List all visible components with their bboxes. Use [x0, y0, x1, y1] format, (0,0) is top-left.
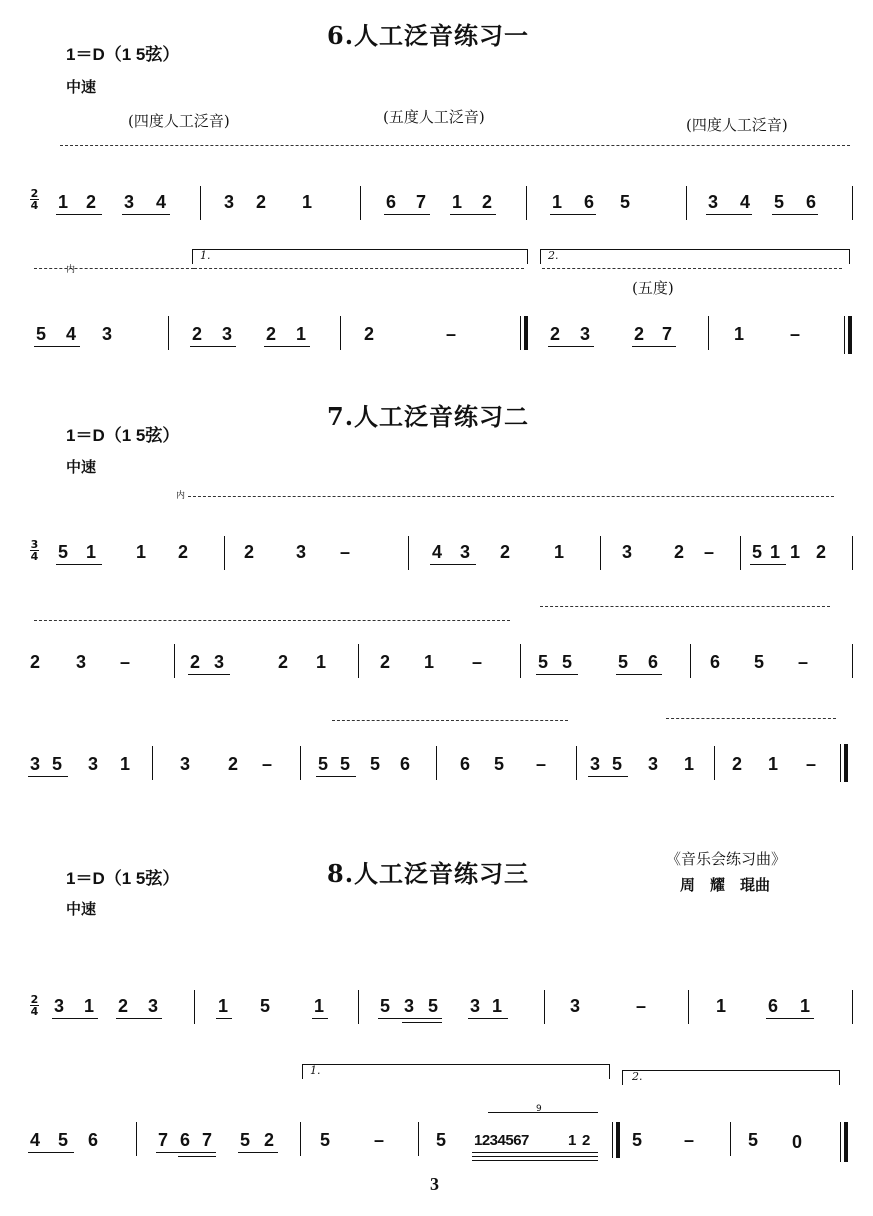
fingering-label: 内: [66, 265, 76, 275]
note: 6: [806, 192, 817, 212]
final-barline-thin: [844, 316, 845, 354]
beam: [316, 776, 356, 777]
section6-annotation-2: (五度人工泛音): [383, 108, 485, 126]
note: 4: [66, 324, 77, 344]
beam: [472, 1160, 598, 1161]
note: 1: [770, 542, 781, 562]
note: 3: [590, 754, 601, 774]
note: 2: [190, 652, 201, 672]
note: 2: [178, 542, 189, 562]
note: 3: [460, 542, 471, 562]
note-dash: –: [636, 996, 647, 1016]
section8-composer: 周 耀 琨曲: [680, 876, 771, 894]
barline: [152, 746, 153, 780]
note: 3: [648, 754, 659, 774]
note: 5: [380, 996, 391, 1016]
barline: [358, 644, 359, 678]
barline: [340, 316, 341, 350]
beam: [402, 1022, 442, 1023]
note: 1: [58, 192, 69, 212]
note: 3: [54, 996, 65, 1016]
note: 2: [550, 324, 561, 344]
note: 2: [500, 542, 511, 562]
beam: [34, 346, 80, 347]
note: 1: [790, 542, 801, 562]
final-barline-thick: [848, 316, 852, 354]
note-run: 1234567: [474, 1132, 529, 1149]
note: 3: [296, 542, 307, 562]
beam: [178, 1156, 216, 1157]
beam: [28, 776, 68, 777]
beam: [312, 1018, 328, 1019]
beam: [588, 776, 628, 777]
section8-title: 8.人工泛音练习三: [327, 859, 530, 888]
section7-tempo: 中速: [66, 458, 97, 476]
note: 3: [224, 192, 235, 212]
page-number: 3: [430, 1174, 439, 1194]
note: 2: [732, 754, 743, 774]
section6-annotation-4: (五度): [632, 279, 674, 297]
section7-title: 7.人工泛音练习二: [327, 402, 530, 431]
final-barline-thin: [840, 1122, 841, 1162]
harmonic-line: [60, 145, 850, 146]
note: 2: [228, 754, 239, 774]
barline: [576, 746, 577, 780]
barline: [544, 990, 545, 1024]
note: 3: [30, 754, 41, 774]
note: 5: [370, 754, 381, 774]
note: 2: [278, 652, 289, 672]
note: 3: [580, 324, 591, 344]
barline: [224, 536, 225, 570]
barline: [852, 536, 853, 570]
note: 4: [740, 192, 751, 212]
note: 3: [102, 324, 113, 344]
note: 1: [716, 996, 727, 1016]
barline: [200, 186, 201, 220]
harmonic-line: [542, 268, 842, 269]
volta-bracket-2: [622, 1070, 840, 1085]
barline: [740, 536, 741, 570]
note: 1: [768, 754, 779, 774]
volta-bracket-1: [192, 249, 528, 264]
barline: [526, 186, 527, 220]
note: 1: [452, 192, 463, 212]
note: 2: [482, 192, 493, 212]
final-barline-thin: [840, 744, 841, 782]
note: 7: [202, 1130, 213, 1150]
note: 3: [708, 192, 719, 212]
note: 3: [124, 192, 135, 212]
note: 1: [424, 652, 435, 672]
section6-title: 6.人工泛音练习一: [327, 21, 530, 50]
note: 1: [684, 754, 695, 774]
note-dash: –: [790, 324, 801, 344]
barline: [174, 644, 175, 678]
repeat-barline-thick: [616, 1122, 620, 1158]
beam: [56, 214, 102, 215]
note: 5: [752, 542, 763, 562]
note: 5: [58, 1130, 69, 1150]
volta-label-2: 2.: [548, 249, 559, 262]
note: 2: [30, 652, 41, 672]
note: 5: [632, 1130, 643, 1150]
barline: [852, 186, 853, 220]
beam: [216, 1018, 232, 1019]
note: 6: [400, 754, 411, 774]
note: 3: [148, 996, 159, 1016]
note: 6: [88, 1130, 99, 1150]
note: 3: [404, 996, 415, 1016]
note: 1: [218, 996, 229, 1016]
note-dash: –: [120, 652, 131, 672]
beam: [472, 1156, 598, 1157]
section7-key: 1＝D（1 5弦）: [66, 426, 180, 445]
note: 2: [266, 324, 277, 344]
note: 1: [120, 754, 131, 774]
note: 2: [244, 542, 255, 562]
beam: [156, 1152, 216, 1153]
beam: [706, 214, 752, 215]
note: 5: [618, 652, 629, 672]
note: 2: [674, 542, 685, 562]
note: 6: [460, 754, 471, 774]
note: 2: [816, 542, 827, 562]
time-signature: 2 4: [30, 187, 39, 212]
volta-label-1: 1.: [200, 249, 211, 262]
barline: [194, 990, 195, 1024]
section6-key: 1＝D（1 5弦）: [66, 45, 180, 64]
beam: [472, 1152, 598, 1153]
beam: [190, 346, 236, 347]
run-bracket: [488, 1112, 598, 1113]
beam: [632, 346, 676, 347]
time-signature: 3 4: [30, 538, 39, 563]
note: 1: [302, 192, 313, 212]
note: 5: [318, 754, 329, 774]
harmonic-line: [34, 620, 510, 621]
note: 5: [260, 996, 271, 1016]
note: 5: [320, 1130, 331, 1150]
barline: [136, 1122, 137, 1156]
note: 3: [214, 652, 225, 672]
note: 5: [340, 754, 351, 774]
barline: [300, 1122, 301, 1156]
note: 1: [492, 996, 503, 1016]
note: 6: [584, 192, 595, 212]
note-dash: –: [472, 652, 483, 672]
harmonic-line: [34, 268, 194, 269]
note-dash: –: [536, 754, 547, 774]
note-dash: –: [340, 542, 351, 562]
note: 6: [180, 1130, 191, 1150]
note: 3: [470, 996, 481, 1016]
section8-key: 1＝D（1 5弦）: [66, 869, 180, 888]
repeat-barline: [612, 1122, 613, 1158]
note: 7: [662, 324, 673, 344]
harmonic-line: [666, 718, 836, 719]
barline: [520, 644, 521, 678]
barline: [600, 536, 601, 570]
beam: [122, 214, 170, 215]
note: 5: [538, 652, 549, 672]
barline: [686, 186, 687, 220]
note: 2: [380, 652, 391, 672]
note: 4: [432, 542, 443, 562]
beam: [238, 1152, 278, 1153]
note: 1: [554, 542, 565, 562]
note: 1: [314, 996, 325, 1016]
beam: [56, 564, 102, 565]
note: 5: [620, 192, 631, 212]
note: 5: [36, 324, 47, 344]
note: 7: [158, 1130, 169, 1150]
barline: [436, 746, 437, 780]
note: 5: [52, 754, 63, 774]
note: 2: [86, 192, 97, 212]
note: 1: [136, 542, 147, 562]
beam: [750, 564, 786, 565]
note: 5: [240, 1130, 251, 1150]
barline: [688, 990, 689, 1024]
final-barline-thick: [844, 744, 848, 782]
section8-source: 《音乐会练习曲》: [666, 850, 787, 868]
barline: [730, 1122, 731, 1156]
harmonic-line: [194, 268, 524, 269]
note: 5: [774, 192, 785, 212]
note: 4: [156, 192, 167, 212]
barline: [708, 316, 709, 350]
barline: [690, 644, 691, 678]
note: 2: [634, 324, 645, 344]
beam: [188, 674, 230, 675]
note: 1: [316, 652, 327, 672]
beam: [548, 346, 594, 347]
note: 5: [748, 1130, 759, 1150]
note: 5: [612, 754, 623, 774]
beam: [378, 1018, 442, 1019]
run-count: 9: [536, 1104, 542, 1114]
section6-tempo: 中速: [66, 78, 97, 96]
note: 5: [562, 652, 573, 672]
note-dash: –: [798, 652, 809, 672]
note: 5: [494, 754, 505, 774]
note: 6: [648, 652, 659, 672]
note-dash: –: [446, 324, 457, 344]
beam: [468, 1018, 508, 1019]
note: 5: [428, 996, 439, 1016]
harmonic-line: [188, 496, 834, 497]
section6-annotation-3: (四度人工泛音): [686, 116, 788, 134]
note: 1: [84, 996, 95, 1016]
note: 3: [180, 754, 191, 774]
note: 6: [386, 192, 397, 212]
barline: [714, 746, 715, 780]
volta-bracket-1: [302, 1064, 610, 1079]
beam: [384, 214, 430, 215]
time-signature: 2 4: [30, 993, 39, 1018]
note: 6: [710, 652, 721, 672]
volta-label-2: 2.: [632, 1070, 643, 1083]
note: 0: [792, 1132, 803, 1152]
beam: [116, 1018, 162, 1019]
beam: [264, 346, 310, 347]
barline: [168, 316, 169, 350]
note-dash: –: [262, 754, 273, 774]
note: 1: [800, 996, 811, 1016]
note: 1: [734, 324, 745, 344]
beam: [772, 214, 818, 215]
barline: [358, 990, 359, 1024]
note: 7: [416, 192, 427, 212]
note: 5: [754, 652, 765, 672]
note: 2: [582, 1132, 591, 1149]
note: 2: [256, 192, 267, 212]
barline: [300, 746, 301, 780]
harmonic-line: [540, 606, 830, 607]
volta-label-1: 1.: [310, 1064, 321, 1077]
note: 1: [552, 192, 563, 212]
beam: [766, 1018, 814, 1019]
beam: [28, 1152, 74, 1153]
final-barline-thick: [844, 1122, 848, 1162]
beam: [450, 214, 496, 215]
note: 1: [296, 324, 307, 344]
note: 3: [76, 652, 87, 672]
note-dash: –: [806, 754, 817, 774]
note-dash: –: [704, 542, 715, 562]
note: 3: [622, 542, 633, 562]
note: 3: [222, 324, 233, 344]
note: 2: [192, 324, 203, 344]
note-dash: –: [684, 1130, 695, 1150]
harmonic-line: [332, 720, 568, 721]
barline: [418, 1122, 419, 1156]
beam: [430, 564, 476, 565]
fingering-label: 内: [176, 491, 186, 501]
section8-tempo: 中速: [66, 900, 97, 918]
note: 6: [768, 996, 779, 1016]
repeat-barline-thick: [524, 316, 528, 350]
note-dash: –: [374, 1130, 385, 1150]
note: 2: [364, 324, 375, 344]
beam: [550, 214, 596, 215]
note: 2: [118, 996, 129, 1016]
section6-annotation-1: (四度人工泛音): [128, 112, 230, 130]
beam: [52, 1018, 98, 1019]
volta-bracket-2: [540, 249, 850, 264]
note: 5: [436, 1130, 447, 1150]
barline: [360, 186, 361, 220]
note: 5: [58, 542, 69, 562]
note: 3: [88, 754, 99, 774]
barline: [852, 990, 853, 1024]
beam: [616, 674, 662, 675]
beam: [536, 674, 578, 675]
note: 2: [264, 1130, 275, 1150]
note: 4: [30, 1130, 41, 1150]
note: 1: [568, 1132, 577, 1149]
repeat-barline: [520, 316, 521, 350]
barline: [852, 644, 853, 678]
barline: [408, 536, 409, 570]
note: 3: [570, 996, 581, 1016]
note: 1: [86, 542, 97, 562]
